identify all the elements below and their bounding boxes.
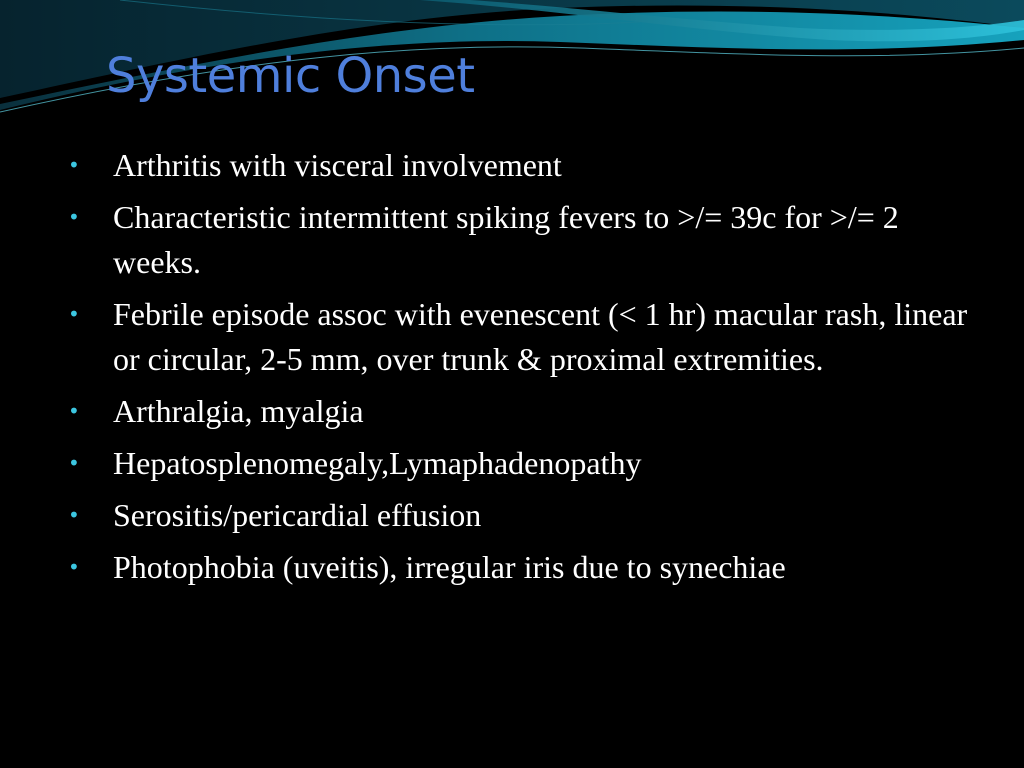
bullet-text: Photophobia (uveitis), irregular iris due to synechiae [113,549,786,585]
bullet-dot-icon: • [68,302,80,326]
bullet-text: Characteristic intermittent spiking fevers to >/= 39c for >/= 2 weeks. [113,199,899,280]
slide-title: Systemic Onset [106,48,475,104]
bullet-item [68,292,968,382]
bullet-text: Arthralgia, myalgia [113,393,364,429]
bullet-text: Serositis/pericardial effusion [113,497,482,533]
bullet-dot-icon: • [68,205,80,229]
bullet-text: Hepatosplenomegaly,Lymaphadenopathy [113,445,642,481]
bullet-dot-icon: • [68,399,80,423]
bullet-item [68,389,968,434]
bullet-dot-icon: • [68,555,80,579]
bullet-item [68,143,968,188]
bullet-item [68,441,968,486]
bullet-item [68,195,968,285]
bullet-list [68,143,968,597]
bullet-item [68,545,968,590]
bullet-dot-icon: • [68,153,80,177]
bullet-text: Febrile episode assoc with evenescent (< 1 hr) macular rash, linear or circular, 2-5 mm, over trunk & proximal extremities. [113,296,968,377]
bullet-item [68,493,968,538]
bullet-dot-icon: • [68,503,80,527]
bullet-dot-icon: • [68,451,80,475]
bullet-text: Arthritis with visceral involvement [113,147,562,183]
